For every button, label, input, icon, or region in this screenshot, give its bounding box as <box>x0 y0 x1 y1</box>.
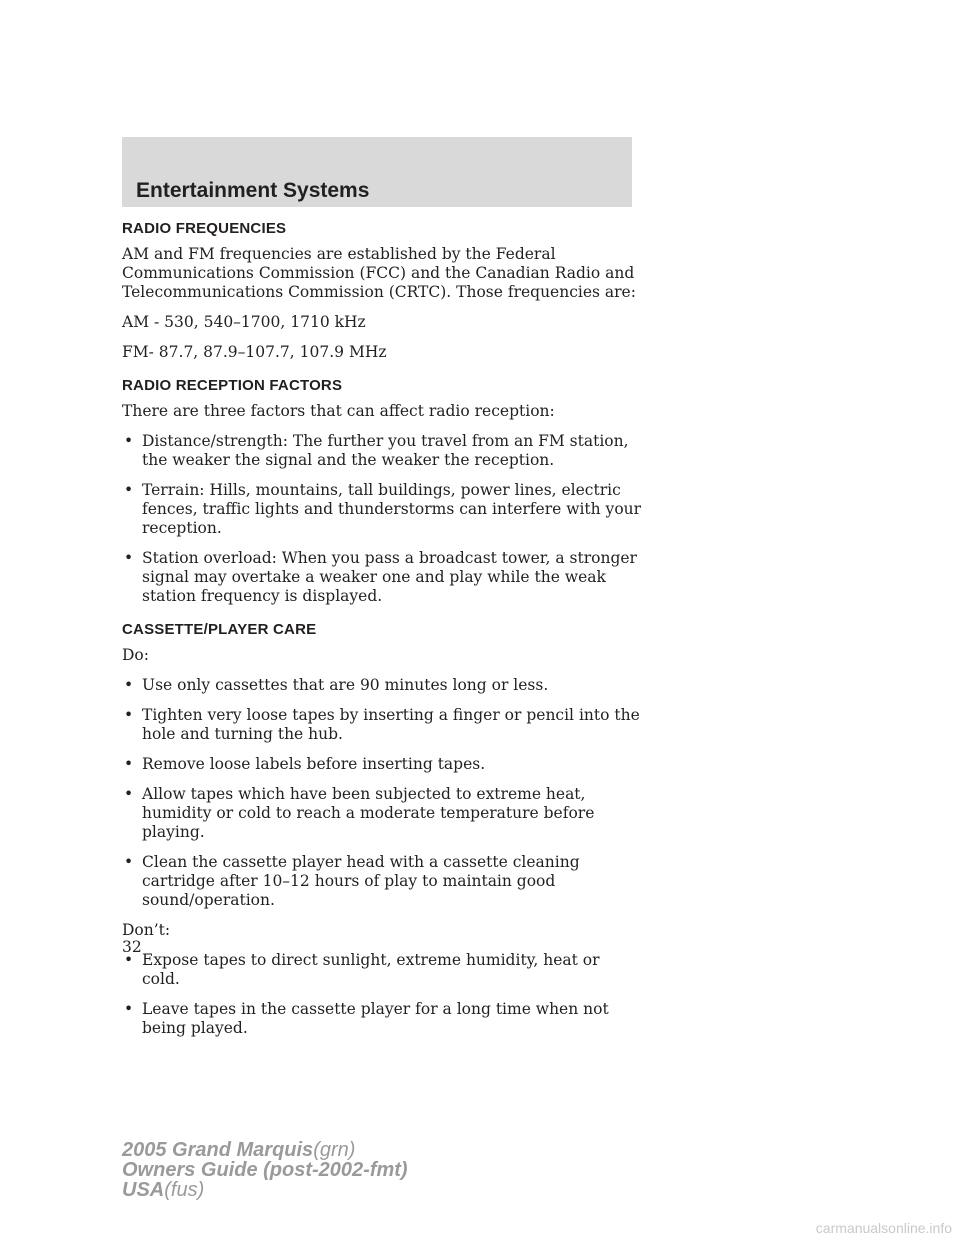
list-item-text: Leave tapes in the cassette player for a long time when not being played. <box>142 1000 609 1037</box>
list-item <box>122 785 642 842</box>
paragraph-reception-intro: There are three factors that can affect radio reception: <box>122 402 555 420</box>
list-item-text: Allow tapes which have been subjected to extreme heat, humidity or cold to reach a moderate temperature before playing. <box>142 785 595 841</box>
footer-line-guide <box>122 1160 408 1180</box>
footer-guide: Owners Guide (post-2002-fmt) <box>122 1159 408 1181</box>
bullet-icon: • <box>124 706 134 724</box>
list-item <box>122 951 642 989</box>
section-header-band <box>122 137 632 207</box>
list-item <box>122 432 642 470</box>
watermark: carmanualsonline.info <box>815 1220 952 1236</box>
paragraph-frequencies-intro: AM and FM frequencies are established by the Federal Communications Commission (FCC) and the Canadian Radio and Telecommunications Commission (CRTC). Those frequencies are: <box>122 245 636 301</box>
footer-market-code: (fus) <box>164 1179 205 1201</box>
dont-label: Don’t: <box>122 921 171 939</box>
list-item <box>122 853 642 910</box>
list-item-text: Tighten very loose tapes by inserting a finger or pencil into the hole and turning the hub. <box>142 706 640 743</box>
list-item-text: Terrain: Hills, mountains, tall buildings, power lines, electric fences, traffic lights and thunderstorms can interfere with your reception. <box>142 481 642 537</box>
list-item-text: Distance/strength: The further you travel from an FM station, the weaker the signal and the weaker the reception. <box>142 432 629 469</box>
bullet-icon: • <box>124 481 134 499</box>
bullet-icon: • <box>124 676 134 694</box>
bullet-icon: • <box>124 1000 134 1018</box>
do-list <box>122 676 642 910</box>
bullet-icon: • <box>124 755 134 773</box>
footer-line-model <box>122 1140 408 1160</box>
footer-line-market <box>122 1180 408 1200</box>
page-content <box>122 219 642 1049</box>
bullet-icon: • <box>124 785 134 803</box>
list-item <box>122 1000 642 1038</box>
heading-reception-factors: RADIO RECEPTION FACTORS <box>122 377 343 394</box>
bullet-icon: • <box>124 853 134 871</box>
heading-radio-frequencies: RADIO FREQUENCIES <box>122 220 287 237</box>
footer-model-code: (grn) <box>313 1139 356 1161</box>
list-item-text: Expose tapes to direct sunlight, extreme humidity, heat or cold. <box>142 951 600 988</box>
list-item-text: Remove loose labels before inserting tapes. <box>142 755 486 773</box>
list-item <box>122 676 642 695</box>
bullet-icon: • <box>124 549 134 567</box>
section-title: Entertainment Systems <box>136 179 370 202</box>
list-item-text: Station overload: When you pass a broadcast tower, a stronger signal may overtake a weaker one and play while the weak station frequency is displayed. <box>142 549 637 605</box>
list-item <box>122 481 642 538</box>
bullet-icon: • <box>124 432 134 450</box>
reception-factors-list <box>122 432 642 606</box>
heading-cassette-care: CASSETTE/PLAYER CARE <box>122 621 317 638</box>
list-item <box>122 706 642 744</box>
footer-model: 2005 Grand Marquis <box>122 1139 314 1161</box>
do-label: Do: <box>122 646 149 664</box>
footer-market: USA <box>122 1179 165 1201</box>
list-item-text: Use only cassettes that are 90 minutes long or less. <box>142 676 549 694</box>
bullet-icon: • <box>124 951 134 969</box>
document-footer <box>122 1140 408 1200</box>
page-number: 32 <box>122 938 142 956</box>
list-item-text: Clean the cassette player head with a cassette cleaning cartridge after 10–12 hours of play to maintain good sound/operation. <box>142 853 580 909</box>
am-frequencies: AM - 530, 540–1700, 1710 kHz <box>122 313 366 331</box>
dont-list <box>122 951 642 1038</box>
list-item <box>122 549 642 606</box>
list-item <box>122 755 642 774</box>
fm-frequencies: FM- 87.7, 87.9–107.7, 107.9 MHz <box>122 343 387 361</box>
